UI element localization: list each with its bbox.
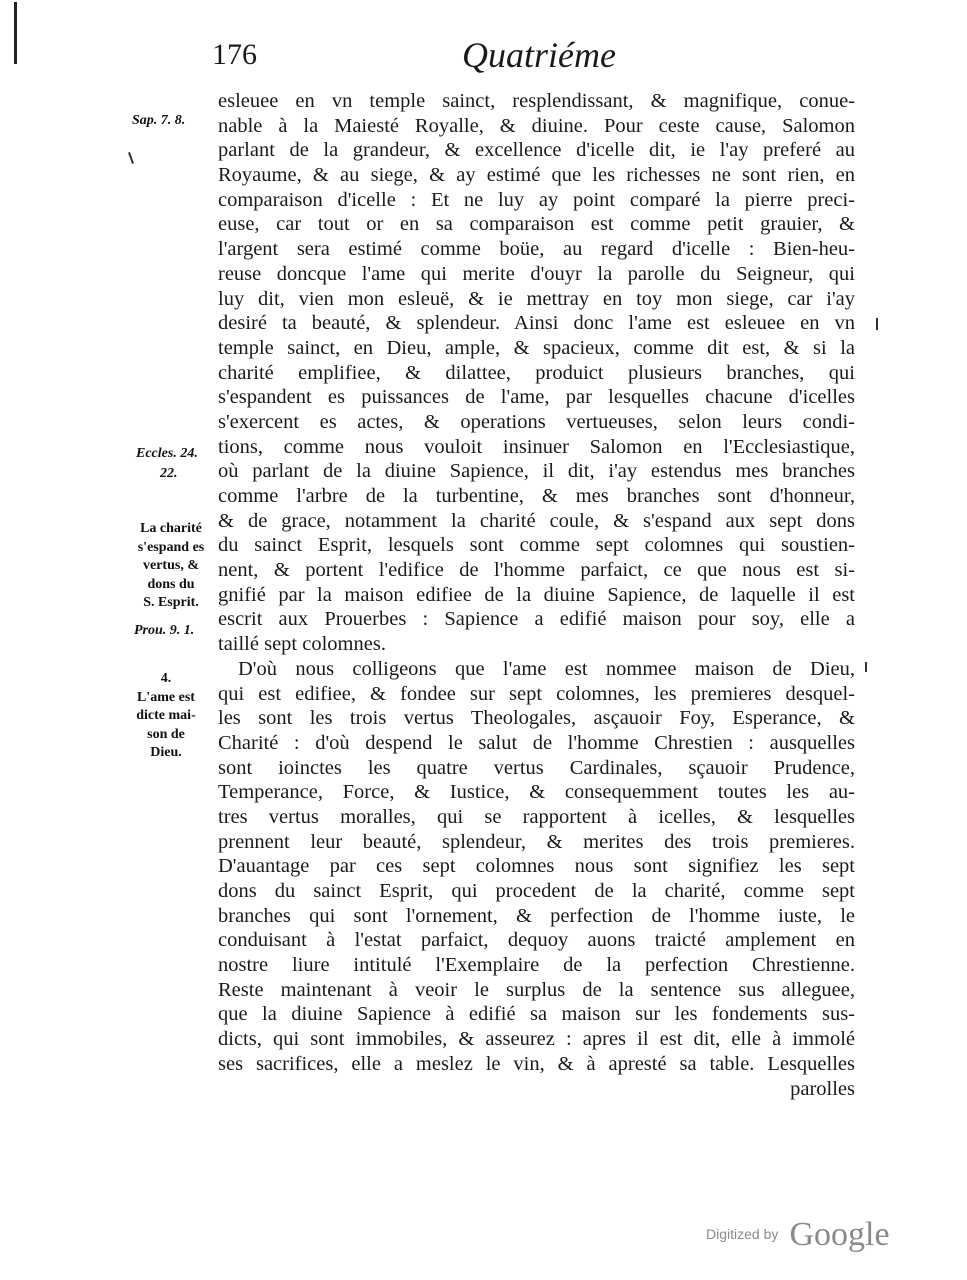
text-line: desiré ta beauté, & splendeur. Ainsi donc l'ame est esleuee en vn: [218, 312, 855, 335]
stray-mark: [865, 662, 867, 672]
text-line: nent, & portent l'edifice de l'homme parfaict, ce que nous est si-: [218, 559, 855, 582]
text-line: l'argent sera estimé comme boüe, au regard d'icelle : Bien-heu-: [218, 238, 855, 261]
text-line: temple sainct, en Dieu, ample, & spacieux, comme dit est, & si la: [218, 336, 855, 359]
text-line: Reste maintenant à veoir le surplus de la sentence sus alleguee,: [218, 978, 855, 1001]
text-line: comparaison d'icelle : Et ne luy ay point comparé la pierre preci-: [218, 188, 855, 211]
gloss-line: L'ame est: [137, 689, 195, 705]
text-line: dicts, qui sont immobiles, & asseurez : apres il est dit, elle à immolé: [218, 1028, 855, 1051]
margin-ref-prou: Prou. 9. 1.: [134, 623, 195, 638]
gloss-line: dicte mai-: [136, 708, 196, 723]
running-title: Quatriéme: [462, 35, 616, 75]
text-line: Temperance, Force, & Iustice, & consequemment toutes les au-: [218, 781, 855, 804]
gloss-line: Dieu.: [150, 745, 182, 760]
text-line: s'espandent es puissances de l'ame, par lesquelles chacune d'icelles: [218, 386, 855, 409]
text-line: luy dit, vien mon esleuë, & ie mettray en toy mon siege, car i'ay: [218, 287, 855, 310]
text-line: charité emplifiee, & dilattee, produict plusieurs branches, qui: [218, 361, 855, 384]
gloss-line: vertus, &: [143, 558, 199, 573]
text-line: que la diuine Sapience à edifié sa maison sur les fondements sus-: [218, 1003, 855, 1026]
text-line: les sont les trois vertus Theologales, asçauoir Foy, Esperance, &: [218, 707, 855, 730]
page-edge-mark: [14, 2, 17, 64]
text-line: & de grace, notamment la charité coule, & s'espand aux sept dons: [218, 509, 855, 532]
text-line: comme l'arbre de la turbentine, & mes branches sont d'honneur,: [218, 485, 855, 507]
text-line: du sainct Esprit, lesquels sont comme sept colomnes qui soustien-: [218, 534, 855, 557]
text-line: ses sacrifices, elle a meslez le vin, & à apresté sa table. Lesquelles: [218, 1052, 855, 1075]
text-line: nostre liure intitulé l'Exemplaire de la perfection Chrestienne.: [218, 954, 855, 977]
text-line: dons du sainct Esprit, qui procedent de la charité, comme sept: [218, 880, 855, 902]
gloss-line: S. Esprit.: [143, 595, 199, 610]
text-line: Royaume, & au siege, & ay estimé que les richesses ne sont rien, en: [218, 164, 855, 187]
text-line: s'exercent es actes, & operations vertueuses, selon leurs condi-: [218, 410, 855, 433]
text-line: esleuee en vn temple sainct, resplendissant, & magnifique, conue-: [218, 90, 855, 112]
gloss-line: dons du: [147, 576, 195, 592]
digitized-watermark: [706, 1216, 890, 1254]
watermark-prefix: Digitized by: [706, 1226, 779, 1242]
gloss-line: La charité: [140, 521, 202, 536]
text-line: tres vertus moralles, qui se rapportent à icelles, & lesquelles: [218, 805, 855, 828]
text-line: reuse doncque l'ame qui merite d'ouyr la parolle du Seigneur, qui: [218, 262, 855, 285]
stray-mark: [876, 318, 878, 330]
margin-gloss-charite: [136, 520, 206, 613]
text-line: taillé sept colomnes.: [218, 633, 386, 656]
margin-ref-sap: Sap. 7. 8.: [132, 113, 186, 128]
text-line: escrit aux Prouerbes : Sapience a edifié maison pour soy, elle a: [218, 608, 855, 631]
text-line: parlant de la grandeur, & excellence d'icelle dit, ie l'ay preferé au: [218, 139, 855, 162]
stray-mark: [128, 152, 134, 164]
google-logo: Google: [789, 1216, 890, 1253]
gloss-section-number: 4.: [160, 671, 172, 686]
text-line: Charité : d'où despend le salut de l'homme Chrestien : ausquelles: [218, 731, 855, 754]
text-line: tions, comme nous vouloit insinuer Salomon en l'Ecclesiastique,: [218, 435, 855, 458]
margin-ref-eccles-verse: 22.: [160, 466, 178, 481]
catchword: parolles: [790, 1077, 855, 1100]
text-line: qui est edifiee, & fondee sur sept colomnes, les premieres desquel-: [218, 682, 855, 705]
text-line: nable à la Maiesté Royalle, & diuine. Pour ceste cause, Salomon: [218, 114, 855, 137]
text-line: D'où nous colligeons que l'ame est nommee maison de Dieu,: [238, 657, 855, 680]
text-line: euse, car tout or en sa comparaison est comme petit grauier, &: [218, 213, 855, 236]
text-line: gnifié par la maison edifiee de la diuine Sapience, de laquelle il est: [218, 583, 855, 606]
margin-gloss-ame: [132, 670, 200, 763]
text-line: sont ioinctes les quatre vertus Cardinales, sçauoir Prudence,: [218, 756, 855, 779]
page-number: 176: [212, 38, 257, 71]
text-line: D'auantage par ces sept colomnes nous sont signifiez les sept: [218, 855, 855, 878]
text-line: où parlant de la diuine Sapience, il dit, i'ay estendus mes branches: [218, 460, 855, 483]
margin-ref-eccles: Eccles. 24.: [136, 446, 198, 461]
body-text: [218, 89, 855, 1101]
text-line: conduisant à l'estat parfaict, dequoy auons traicté amplement en: [218, 929, 855, 952]
text-line: branches qui sont l'ornement, & perfection de l'homme iuste, le: [218, 904, 855, 927]
gloss-line: son de: [147, 726, 185, 742]
gloss-line: s'espand es: [137, 539, 205, 555]
text-line: prennent leur beauté, splendeur, & merites des trois premieres.: [218, 830, 855, 853]
